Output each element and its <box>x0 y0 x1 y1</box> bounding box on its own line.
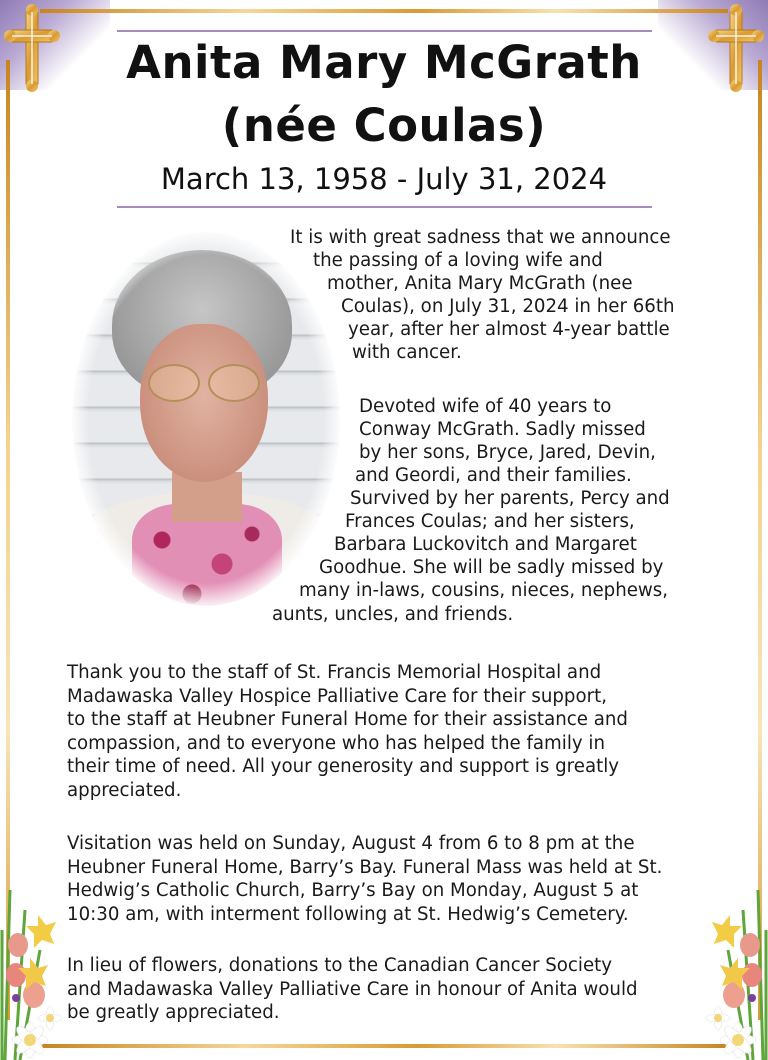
text-line: many in-laws, cousins, nieces, nephews, <box>299 580 669 601</box>
maiden-name: (née Coulas) <box>221 99 547 152</box>
services-paragraph: Visitation was held on Sunday, August 4 from 6 to 8 pm at the Heubner Funeral Home, Barry’s Bay. Funeral Mass was held at St. Hedwig’s Catholic Church, Barry’s Bay on Monday, August 5 at 10:30 am, with interment following at St. Hedwig’s Cemetery. <box>67 833 663 925</box>
portrait-photo <box>72 232 340 606</box>
text-line: It is with great sadness that we announce <box>290 227 671 248</box>
text-line: and Geordi, and their families. <box>355 465 632 486</box>
text-line: Frances Coulas; and her sisters, <box>345 511 635 532</box>
obituary-name: Anita Mary McGrath <box>126 36 642 89</box>
text-line: Coulas), on July 31, 2024 in her 66th <box>341 296 675 317</box>
text-line: aunts, uncles, and friends. <box>272 604 514 625</box>
text-line: Barbara Luckovitch and Margaret <box>334 534 637 555</box>
text-line: Conway McGrath. Sadly missed <box>359 419 646 440</box>
gold-frame-top <box>40 9 728 13</box>
flower-bouquet-icon <box>698 870 768 1060</box>
life-dates: March 13, 1958 - July 31, 2024 <box>160 162 608 196</box>
header-rule-top <box>117 30 652 32</box>
text-line: year, after her almost 4-year battle <box>348 319 670 340</box>
text-line: with cancer. <box>352 342 462 363</box>
donations-paragraph: In lieu of flowers, donations to the Canadian Cancer Society and Madawaska Valley Palliative Care in honour of Anita would be greatly appreciated. <box>67 955 638 1024</box>
text-line: Survived by her parents, Percy and <box>350 488 670 509</box>
header-rule-bottom <box>117 206 652 208</box>
thanks-paragraph: Thank you to the staff of St. Francis Memorial Hospital and Madawaska Valley Hospice Palliative Care for their support, to the staff at Heubner Funeral Home for their assistance and compassion, and to everyone who has helped the family in their time of need. All your generosity and support is greatly appreciated. <box>67 662 628 801</box>
text-line: Goodhue. She will be sadly missed by <box>319 557 664 578</box>
text-line: the passing of a loving wife and <box>313 250 603 271</box>
text-line: by her sons, Bryce, Jared, Devin, <box>359 442 656 463</box>
gold-frame-bottom <box>40 1044 728 1048</box>
text-line: Devoted wife of 40 years to <box>359 396 612 417</box>
flower-bouquet-icon <box>0 870 70 1060</box>
text-line: mother, Anita Mary McGrath (nee <box>327 273 633 294</box>
